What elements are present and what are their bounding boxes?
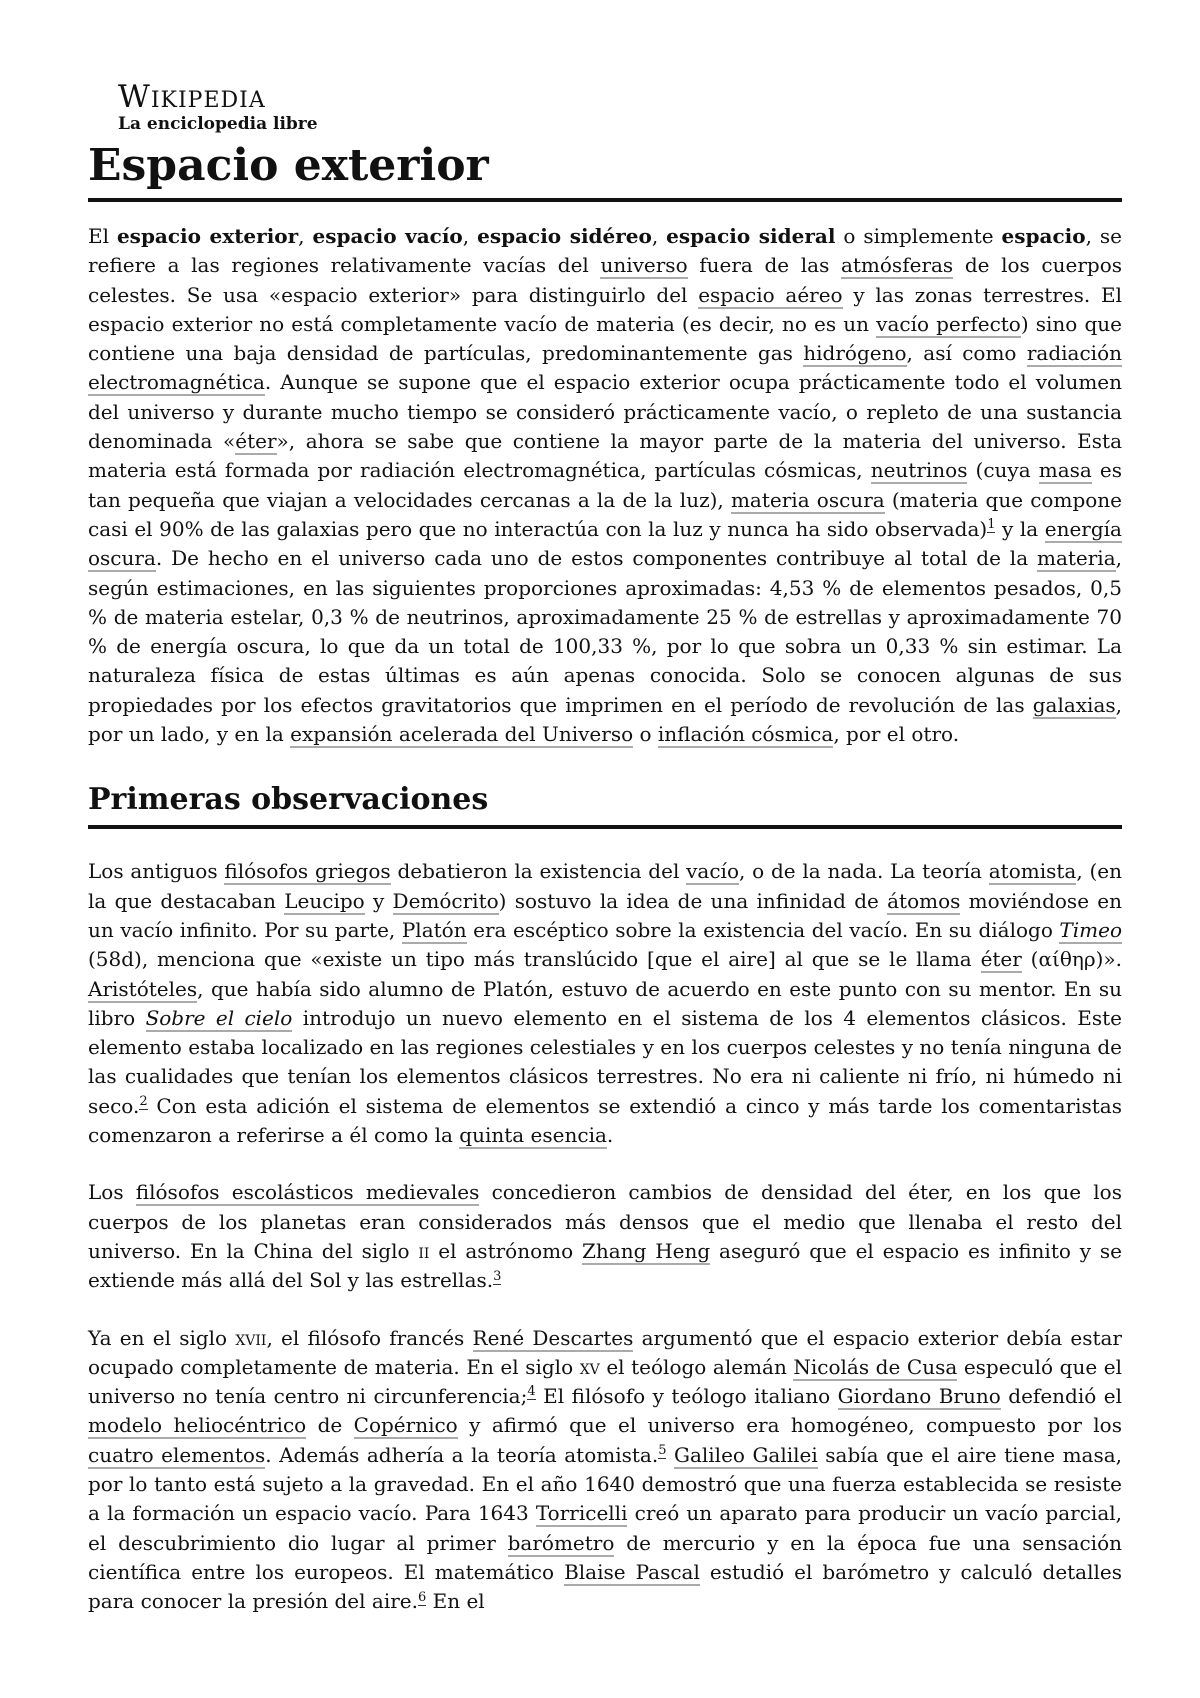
link-expansion-acelerada[interactable]: expansión acelerada del Universo	[290, 722, 634, 747]
link-materia[interactable]: materia	[1036, 546, 1116, 571]
link-atomista[interactable]: atomista	[988, 859, 1077, 884]
intro-paragraph: El espacio exterior, espacio vacío, espacio sidéreo, espacio sideral o simplemente espacio, se refiere a las regiones relativamente vacías del universo fuera de las atmósferas de los cuerpos celestes. Se usa «espacio exterior» para distinguirlo del espacio aéreo y las zonas terrestres. El espacio exterior no está completamente vacío de materia (es decir, no es un vacío perfecto) sino que contiene una baja densidad de partículas, predominantemente gas hidrógeno, así como radiación electromagnética. Aunque se supone que el espacio exterior ocupa prácticamente todo el volumen del universo y durante mucho tiempo se consideró prácticamente vacío, o repleto de una sustancia denominada «éter», ahora se sabe que contiene la mayor parte de la materia del universo. Esta materia está formada por radiación electromagnética, partículas cósmicas, neutrinos (cuya masa es tan pequeña que viajan a velocidades cercanas a la de la luz), materia oscura (materia que compone casi el 90% de las galaxias pero que no interactúa con la luz y nunca ha sido observada)$^1$ y la energía oscura. De hecho en el universo cada uno de estos componentes contribuye al total de la materia, según estimaciones, en las siguientes proporciones aproximadas: 4,53 % de elementos pesados, 0,5 % de materia estelar, 0,3 % de neutrinos, aproximadamente 25 % de estrellas y aproximadamente 70 % de energía oscura, lo que da un total de 100,33 %, por lo que sobra un 0,33 % sin estimar. La naturaleza física de estas últimas es aún apenas conocida. Solo se conocen algunas de sus propiedades por los efectos gravitatorios que imprimen en el período de revolución de las galaxias, por un lado, y en la expansión acelerada del Universo o inflación cósmica, por el otro.	[88, 224, 1123, 747]
link-atmosferas[interactable]: atmósferas	[840, 253, 954, 278]
link-sobre-el-cielo[interactable]: Sobre el cielo	[145, 1005, 293, 1030]
reference-2[interactable]: 2	[139, 1094, 148, 1110]
page-title: Espacio exterior	[88, 140, 1122, 202]
section-heading-primeras-observaciones: Primeras observaciones	[88, 781, 1122, 829]
link-eter-2[interactable]: éter	[980, 947, 1022, 972]
paragraph-antiguos: Los antiguos filósofos griegos debatieron la existencia del vacío, o de la nada. La teoría atomista, (en la que destacaban Leucipo y Demócrito) sostuvo la idea de una infinidad de átomos moviéndose en un vacío infinito. Por su parte, Platón era escéptico sobre la existencia del vacío. En su diálogo Timeo (58d), menciona que «existe un tipo más translúcido [que el aire] al que se le llama éter (αίθηρ)». Aristóteles, que había sido alumno de Platón, estuvo de acuerdo en este punto con su mentor. En su libro Sobre el cielo introdujo un nuevo elemento en el sistema de los 4 elementos clásicos. Este elemento estaba localizado en las regiones celestiales y en los cuerpos celestes y no tenía ninguna de las cualidades que tenían los elementos clásicos terrestres. No era ni caliente ni frío, ni húmedo ni seco.$^2$ Con esta adición el sistema de elementos se extendió a cinco y más tarde los comentaristas comenzaron a referirse a él como la quinta esencia.	[88, 859, 1123, 1148]
link-galileo-galilei[interactable]: Galileo Galilei	[673, 1442, 818, 1467]
logo-tagline: La enciclopedia libre	[118, 114, 318, 134]
link-democrito[interactable]: Demócrito	[392, 888, 499, 913]
link-leucipo[interactable]: Leucipo	[284, 888, 365, 913]
link-zhang-heng[interactable]: Zhang Heng	[582, 1238, 711, 1263]
link-rene-descartes[interactable]: René Descartes	[472, 1325, 634, 1350]
link-galaxias[interactable]: galaxias	[1032, 692, 1116, 717]
reference-1[interactable]: 1	[987, 517, 996, 533]
link-modelo-heliocentrico[interactable]: modelo heliocéntrico	[88, 1413, 307, 1438]
link-vacio-perfecto[interactable]: vacío perfecto	[876, 311, 1021, 336]
link-barometro[interactable]: barómetro	[507, 1530, 615, 1555]
link-platon[interactable]: Platón	[401, 917, 467, 942]
link-giordano-bruno[interactable]: Giordano Bruno	[837, 1384, 1001, 1409]
paragraph-siglo-xvii: Ya en el siglo xvii, el filósofo francés René Descartes argumentó que el espacio exterior debía estar ocupado completamente de materia. En el siglo xv el teólogo alemán Nicolás de Cusa especuló que el universo no tenía centro ni circunferencia;$^4$ El filósofo y teólogo italiano Giordano Bruno defendió el modelo heliocéntrico de Copérnico y afirmó que el universo era homogéneo, compuesto por los cuatro elementos. Además adhería a la teoría atomista.$^5$ Galileo Galilei sabía que el aire tiene masa, por lo tanto está sujeto a la gravedad. En el año 1640 demostró que una fuerza establecida se resiste a la formación un espacio vacío. Para 1643 Torricelli creó un aparato para producir un vacío parcial, el descubrimiento dio lugar al primer barómetro de mercurio y en la época fue una sensación científica entre los europeos. El matemático Blaise Pascal estudió el barómetro y calculó detalles para conocer la presión del aire.$^6$ En el	[88, 1325, 1123, 1614]
link-aristoteles[interactable]: Aristóteles	[88, 976, 198, 1001]
link-cuatro-elementos[interactable]: cuatro elementos	[88, 1442, 266, 1467]
link-filosofos-griegos[interactable]: filósofos griegos	[224, 859, 391, 884]
link-masa[interactable]: masa	[1038, 458, 1092, 483]
link-blaise-pascal[interactable]: Blaise Pascal	[564, 1559, 700, 1584]
reference-3[interactable]: 3	[493, 1268, 502, 1284]
link-eter[interactable]: éter	[235, 429, 277, 454]
link-torricelli[interactable]: Torricelli	[535, 1501, 628, 1526]
reference-5[interactable]: 5	[658, 1443, 667, 1459]
reference-6[interactable]: 6	[417, 1589, 427, 1605]
link-inflacion-cosmica[interactable]: inflación cósmica	[657, 722, 834, 747]
link-quinta-esencia[interactable]: quinta esencia	[459, 1123, 607, 1148]
reference-4[interactable]: 4	[527, 1384, 536, 1400]
wikipedia-logo[interactable]	[88, 80, 1122, 134]
article	[88, 80, 1122, 1616]
link-energia-oscura[interactable]: energía oscura	[88, 516, 1122, 571]
link-nicolas-de-cusa[interactable]: Nicolás de Cusa	[793, 1354, 958, 1379]
link-radiacion-electromagnetica[interactable]: radiación electromagnética	[88, 341, 1122, 395]
link-universo[interactable]: universo	[600, 253, 688, 278]
logo-wordmark: Wikipedia	[118, 79, 266, 115]
link-neutrinos[interactable]: neutrinos	[870, 458, 968, 483]
paragraph-escolasticos: Los filósofos escolásticos medievales concedieron cambios de densidad del éter, en los que los cuerpos de los planetas eran considerados más densos que el medio que llenaba el resto del universo. En la China del siglo ii el astrónomo Zhang Heng aseguró que el espacio es infinito y se extiende más allá del Sol y las estrellas.$^3$	[88, 1180, 1123, 1293]
link-hidrogeno[interactable]: hidrógeno	[803, 341, 907, 366]
link-atomos[interactable]: átomos	[887, 888, 961, 913]
link-materia-oscura[interactable]: materia oscura	[730, 487, 885, 512]
link-vacio[interactable]: vacío	[686, 859, 739, 884]
link-espacio-aereo[interactable]: espacio aéreo	[698, 282, 843, 307]
link-copernico[interactable]: Copérnico	[353, 1413, 458, 1438]
link-filosofos-escolasticos[interactable]: filósofos escolásticos medievales	[135, 1180, 480, 1205]
link-timeo[interactable]: Timeo	[1059, 917, 1122, 942]
